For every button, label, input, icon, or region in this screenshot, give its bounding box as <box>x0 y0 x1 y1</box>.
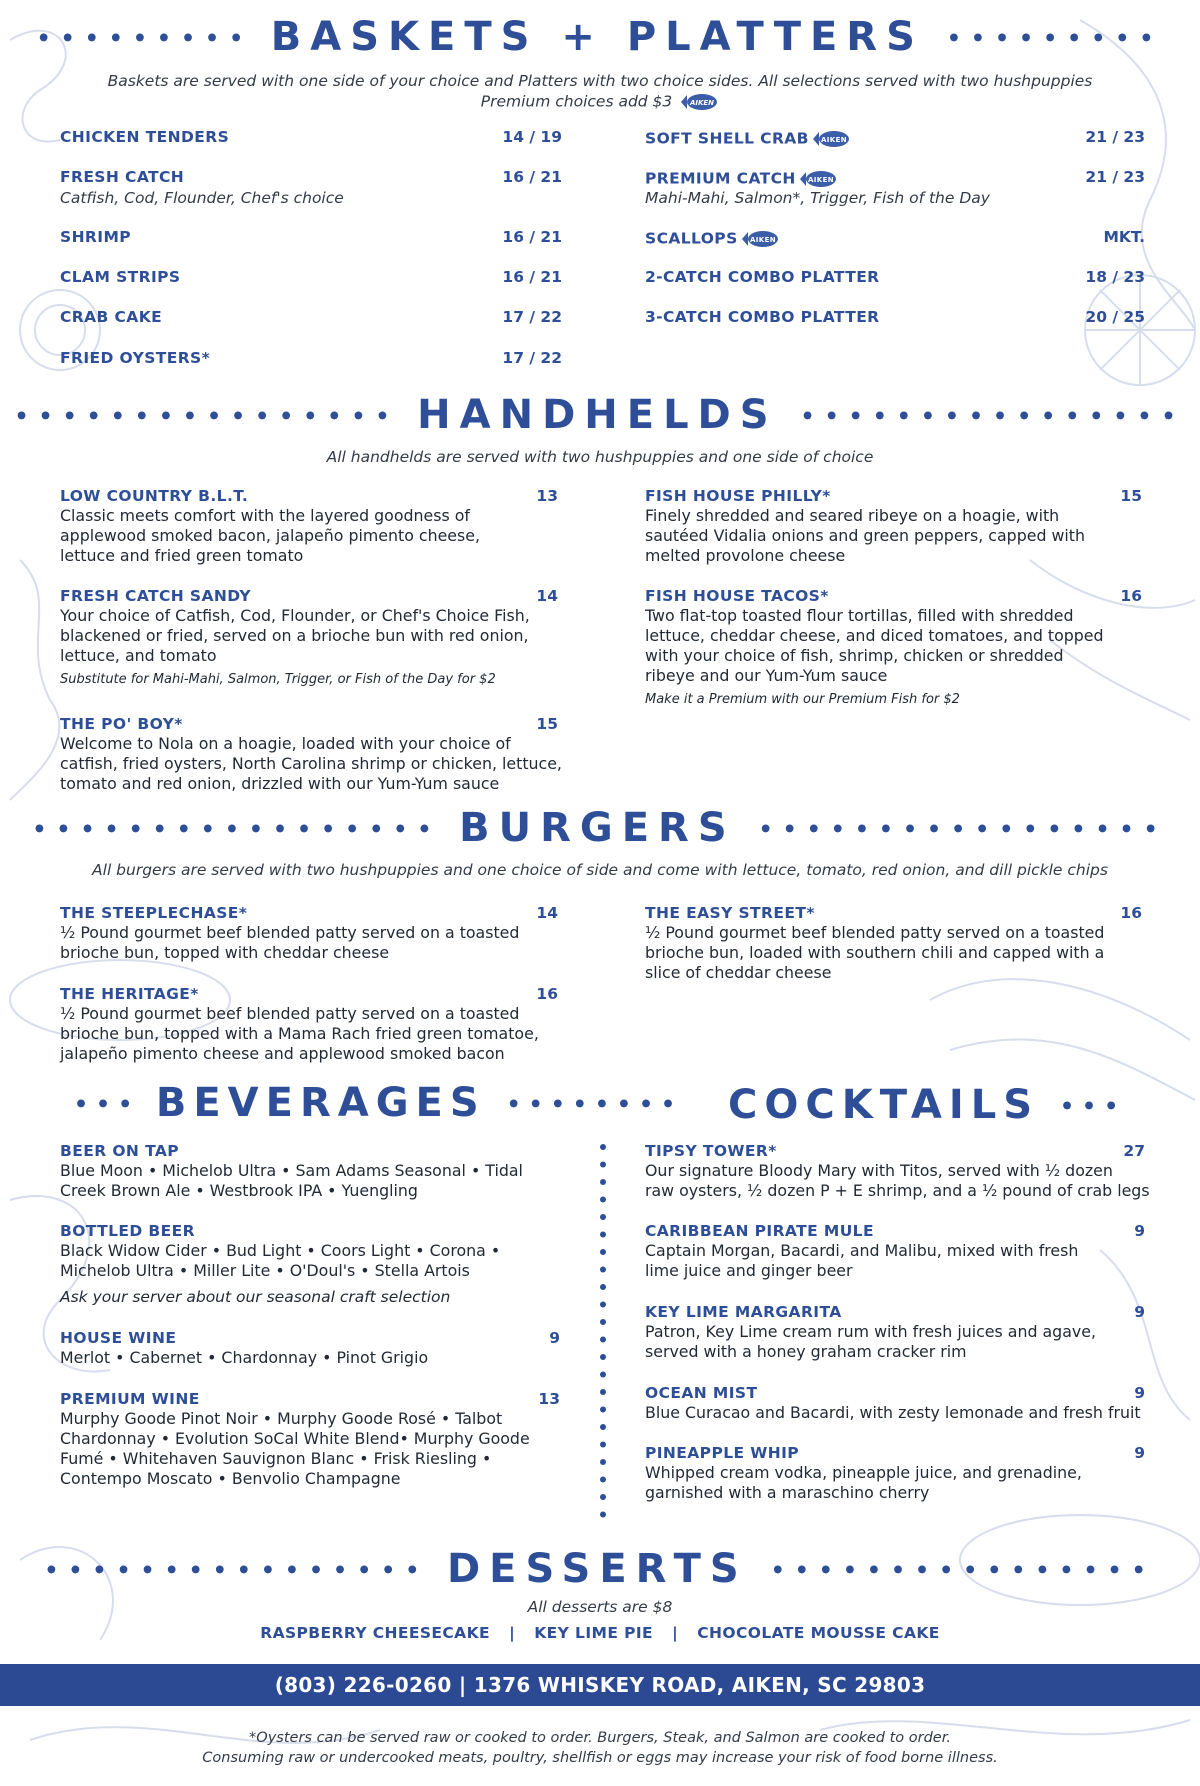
item-price: 14 <box>536 587 558 605</box>
item-name: CRAB CAKE <box>60 308 163 326</box>
item-name: PREMIUM WINE <box>60 1390 200 1408</box>
item-description-line: brioche bun, loaded with southern chili and capped with a <box>645 943 1105 962</box>
divider-dot <box>600 1267 606 1273</box>
dessert-item: KEY LIME PIE <box>534 1624 654 1642</box>
divider-dot <box>600 1144 606 1150</box>
baskets-intro <box>40 72 1160 113</box>
item-name: FRESH CATCH <box>60 168 185 186</box>
beverages-title: BEVERAGES <box>155 1080 486 1126</box>
item-description-line: lime juice and ginger beer <box>645 1261 853 1280</box>
item-price: MKT. <box>1103 228 1145 246</box>
item-name: SHRIMP <box>60 228 132 246</box>
item-description-line: melted provolone cheese <box>645 546 846 565</box>
item-name: PREMIUM CATCH AIKEN <box>645 168 838 190</box>
item-note: Substitute for Mahi-Mahi, Salmon, Trigger, or Fish of the Day for $2 <box>60 672 496 687</box>
item-price: 9 <box>1134 1303 1145 1321</box>
title-dots-left: •••••••••••••••• <box>44 1558 447 1584</box>
item-price: 21 / 23 <box>1085 168 1145 186</box>
section-title-desserts <box>0 1546 1200 1592</box>
item-price: 16 <box>1120 587 1142 605</box>
dessert-item: CHOCOLATE MOUSSE CAKE <box>697 1624 940 1642</box>
item-description-line: Black Widow Cider • Bud Light • Coors Light • Corona • <box>60 1241 501 1260</box>
item-description: Mahi-Mahi, Salmon*, Trigger, Fish of the Day <box>645 189 990 207</box>
item-description-line: Fumé • Whitehaven Sauvignon Blanc • Frisk Riesling • <box>60 1449 492 1468</box>
item-price: 15 <box>1120 487 1142 505</box>
burgers-intro: All burgers are served with two hushpuppies and one choice of side and come with lettuce, tomato, red onion, and dill pickle chips <box>92 861 1108 879</box>
item-name: 2-CATCH COMBO PLATTER <box>645 268 880 286</box>
burgers-title: BURGERS <box>459 805 736 851</box>
disclaimer-line2: Consuming raw or undercooked meats, poultry, shellfish or eggs may increase your risk of food borne illness. <box>202 1750 998 1766</box>
item-description-line: jalapeño pimento cheese and applewood smoked bacon <box>60 1044 505 1063</box>
section-title-beverages <box>74 1080 683 1126</box>
item-description-line: Contempo Moscato • Benvolio Champagne <box>60 1469 401 1488</box>
item-price: 9 <box>1134 1384 1145 1402</box>
dessert-separator: | <box>672 1624 679 1642</box>
item-price: 16 <box>536 985 558 1003</box>
item-name: BEER ON TAP <box>60 1142 179 1160</box>
item-description-line: Captain Morgan, Bacardi, and Malibu, mixed with fresh <box>645 1241 1079 1260</box>
section-title-burgers <box>0 805 1200 851</box>
baskets-intro-line2: Premium choices add $3 <box>480 92 673 111</box>
item-description-line: Chardonnay • Evolution SoCal White Blend• Murphy Goode <box>60 1429 530 1448</box>
divider-dot <box>600 1162 606 1168</box>
divider-dot <box>600 1337 606 1343</box>
item-name: THE EASY STREET* <box>645 904 815 922</box>
divider-dot <box>600 1179 606 1185</box>
item-description-line: brioche bun, topped with a Mama Rach fried green tomatoe, <box>60 1024 539 1043</box>
item-description-line: Classic meets comfort with the layered goodness of <box>60 506 470 525</box>
item-description-line: lettuce, and tomato <box>60 646 217 665</box>
item-price: 27 <box>1123 1142 1145 1160</box>
contact-bar: (803) 226-0260 | 1376 WHISKEY ROAD, AIKEN, SC 29803 <box>0 1664 1200 1706</box>
item-name: FISH HOUSE PHILLY* <box>645 487 831 505</box>
item-description-line: Creek Brown Ale • Westbrook IPA • Yuengling <box>60 1181 418 1200</box>
item-description-line: blackened or fried, served on a brioche bun with red onion, <box>60 626 529 645</box>
item-description-line: Blue Moon • Michelob Ultra • Sam Adams Seasonal • Tidal <box>60 1161 523 1180</box>
item-name: THE PO' BOY* <box>60 715 183 733</box>
divider-dot <box>600 1512 606 1518</box>
item-description-line: ½ Pound gourmet beef blended patty served on a toasted <box>645 923 1105 942</box>
title-dots-right: ••• <box>1059 1094 1127 1120</box>
svg-text:AIKEN: AIKEN <box>690 99 715 107</box>
item-description-line: lettuce and fried green tomato <box>60 546 304 565</box>
item-name: TIPSY TOWER* <box>645 1142 777 1160</box>
item-note: Ask your server about our seasonal craft selection <box>60 1288 451 1306</box>
item-price: 16 / 21 <box>502 268 562 286</box>
item-price: 13 <box>538 1390 560 1408</box>
item-name: CHICKEN TENDERS <box>60 128 230 146</box>
item-price: 15 <box>536 715 558 733</box>
item-description-line: Our signature Bloody Mary with Titos, served with ½ dozen <box>645 1161 1113 1180</box>
item-price: 14 / 19 <box>502 128 562 146</box>
svg-text:AIKEN: AIKEN <box>807 176 834 184</box>
item-price: 20 / 25 <box>1085 308 1145 326</box>
item-price: 17 / 22 <box>502 308 562 326</box>
item-description-line: raw oysters, ½ dozen P + E shrimp, and a ½ pound of crab legs <box>645 1181 1150 1200</box>
desserts-intro: All desserts are $8 <box>527 1598 673 1616</box>
divider-dot <box>600 1477 606 1483</box>
divider-dot <box>600 1389 606 1395</box>
baskets-intro-line2-row <box>40 91 1160 113</box>
title-dots-left: •••••••••••••••• <box>14 404 418 430</box>
dessert-separator: | <box>509 1624 516 1642</box>
item-description-line: slice of cheddar cheese <box>645 963 832 982</box>
title-dots-right: ••••••••••••••••• <box>758 817 1168 843</box>
divider-dot <box>600 1302 606 1308</box>
svg-text:AIKEN: AIKEN <box>820 136 847 144</box>
column-divider-dots <box>599 1143 607 1523</box>
divider-dot <box>600 1197 606 1203</box>
item-price: 16 / 21 <box>502 228 562 246</box>
item-name: FRIED OYSTERS* <box>60 349 211 367</box>
desserts-title: DESSERTS <box>446 1546 748 1592</box>
baskets-title: BASKETS + PLATTERS <box>270 14 924 60</box>
item-description-line: applewood smoked bacon, jalapeño pimento cheese, <box>60 526 480 545</box>
item-description-line: Welcome to Nola on a hoagie, loaded with your choice of <box>60 734 511 753</box>
item-description-line: with your choice of fish, shrimp, chicken or shredded <box>645 646 1064 665</box>
divider-dot <box>600 1407 606 1413</box>
divider-dot <box>600 1284 606 1290</box>
item-description-line: ½ Pound gourmet beef blended patty served on a toasted <box>60 923 520 942</box>
item-price: 17 / 22 <box>502 349 562 367</box>
item-description-line: catfish, fried oysters, North Carolina shrimp or chicken, lettuce, <box>60 754 562 773</box>
title-dots-left: ••• <box>74 1092 156 1118</box>
aiken-fish-icon <box>679 91 719 113</box>
handhelds-title: HANDHELDS <box>417 392 778 438</box>
item-name: SOFT SHELL CRAB AIKEN <box>645 128 851 150</box>
item-name: KEY LIME MARGARITA <box>645 1303 842 1321</box>
item-name: PINEAPPLE WHIP <box>645 1444 800 1462</box>
item-price: 13 <box>536 487 558 505</box>
title-dots-middle: •••••••• <box>506 1092 684 1118</box>
item-description-line: ribeye and our Yum-Yum sauce <box>645 666 888 685</box>
item-description-line: Patron, Key Lime cream rum with fresh juices and agave, <box>645 1322 1096 1341</box>
item-name: FRESH CATCH SANDY <box>60 587 252 605</box>
divider-dot <box>600 1214 606 1220</box>
disclaimer-line1: *Oysters can be served raw or cooked to order. Burgers, Steak, and Salmon are cooked to order. <box>249 1730 951 1746</box>
item-name: HOUSE WINE <box>60 1329 177 1347</box>
divider-dot <box>600 1459 606 1465</box>
item-name: BOTTLED BEER <box>60 1222 195 1240</box>
title-dots-left: ••••••••••••••••• <box>32 817 460 843</box>
divider-dot <box>600 1319 606 1325</box>
item-description-line: Whipped cream vodka, pineapple juice, and grenadine, <box>645 1463 1082 1482</box>
handhelds-intro: All handhelds are served with two hushpuppies and one side of choice <box>326 448 874 466</box>
section-title-handhelds <box>0 392 1200 438</box>
item-description-line: served with a honey graham cracker rim <box>645 1342 967 1361</box>
item-description-line: ½ Pound gourmet beef blended patty served on a toasted <box>60 1004 520 1023</box>
item-description-line: Merlot • Cabernet • Chardonnay • Pinot Grigio <box>60 1348 429 1367</box>
divider-dot <box>600 1372 606 1378</box>
svg-text:AIKEN: AIKEN <box>749 236 776 244</box>
item-description-line: Two flat-top toasted flour tortillas, filled with shredded <box>645 606 1074 625</box>
item-price: 9 <box>1134 1444 1145 1462</box>
divider-dot <box>600 1232 606 1238</box>
item-name: CLAM STRIPS <box>60 268 181 286</box>
item-price: 9 <box>549 1329 560 1347</box>
section-title-baskets <box>0 14 1200 60</box>
item-name: THE HERITAGE* <box>60 985 199 1003</box>
item-price: 21 / 23 <box>1085 128 1145 146</box>
item-description: Catfish, Cod, Flounder, Chef's choice <box>60 189 344 207</box>
item-price: 16 / 21 <box>502 168 562 186</box>
dessert-item: RASPBERRY CHEESECAKE <box>260 1624 490 1642</box>
item-price: 18 / 23 <box>1085 268 1145 286</box>
divider-dot <box>600 1424 606 1430</box>
item-price: 9 <box>1134 1222 1145 1240</box>
item-name: 3-CATCH COMBO PLATTER <box>645 308 880 326</box>
divider-dot <box>600 1249 606 1255</box>
item-description-line: Murphy Goode Pinot Noir • Murphy Goode Rosé • Talbot <box>60 1409 503 1428</box>
item-name: CARIBBEAN PIRATE MULE <box>645 1222 874 1240</box>
item-description-line: Finely shredded and seared ribeye on a hoagie, with <box>645 506 1060 525</box>
item-description-line: garnished with a maraschino cherry <box>645 1483 930 1502</box>
baskets-intro-line1: Baskets are served with one side of your choice and Platters with two choice sides. All selections served with two hushpuppies <box>107 72 1093 90</box>
item-description-line: tomato and red onion, drizzled with our Yum-Yum sauce <box>60 774 500 793</box>
title-dots-right: ••••••••• <box>946 26 1164 52</box>
item-note: Make it a Premium with our Premium Fish for $2 <box>645 692 960 707</box>
title-dots-right: •••••••••••••••• <box>770 1558 1156 1584</box>
section-title-cocktails <box>728 1082 1126 1128</box>
item-description-line: Michelob Ultra • Miller Lite • O'Doul's • Stella Artois <box>60 1261 470 1280</box>
item-name: FISH HOUSE TACOS* <box>645 587 829 605</box>
item-description-line: sautéed Vidalia onions and green peppers, capped with <box>645 526 1086 545</box>
title-dots-left: ••••••••• <box>36 26 271 52</box>
item-name: SCALLOPS AIKEN <box>645 228 780 250</box>
item-description-line: brioche bun, topped with cheddar cheese <box>60 943 390 962</box>
item-name: OCEAN MIST <box>645 1384 758 1402</box>
divider-dot <box>600 1354 606 1360</box>
item-description-line: lettuce, cheddar cheese, and diced tomatoes, and topped <box>645 626 1104 645</box>
item-price: 16 <box>1120 904 1142 922</box>
item-description-line: Blue Curacao and Bacardi, with zesty lemonade and fresh fruit <box>645 1403 1141 1422</box>
divider-dot <box>600 1442 606 1448</box>
item-name: THE STEEPLECHASE* <box>60 904 248 922</box>
disclaimer <box>0 1728 1200 1768</box>
item-name: LOW COUNTRY B.L.T. <box>60 487 249 505</box>
divider-dot <box>600 1494 606 1500</box>
item-description-line: Your choice of Catfish, Cod, Flounder, or Chef's Choice Fish, <box>60 606 530 625</box>
title-dots-right: •••••••••••••••• <box>800 404 1186 430</box>
cocktails-title: COCKTAILS <box>728 1082 1040 1128</box>
dessert-list <box>0 1623 1200 1642</box>
item-price: 14 <box>536 904 558 922</box>
